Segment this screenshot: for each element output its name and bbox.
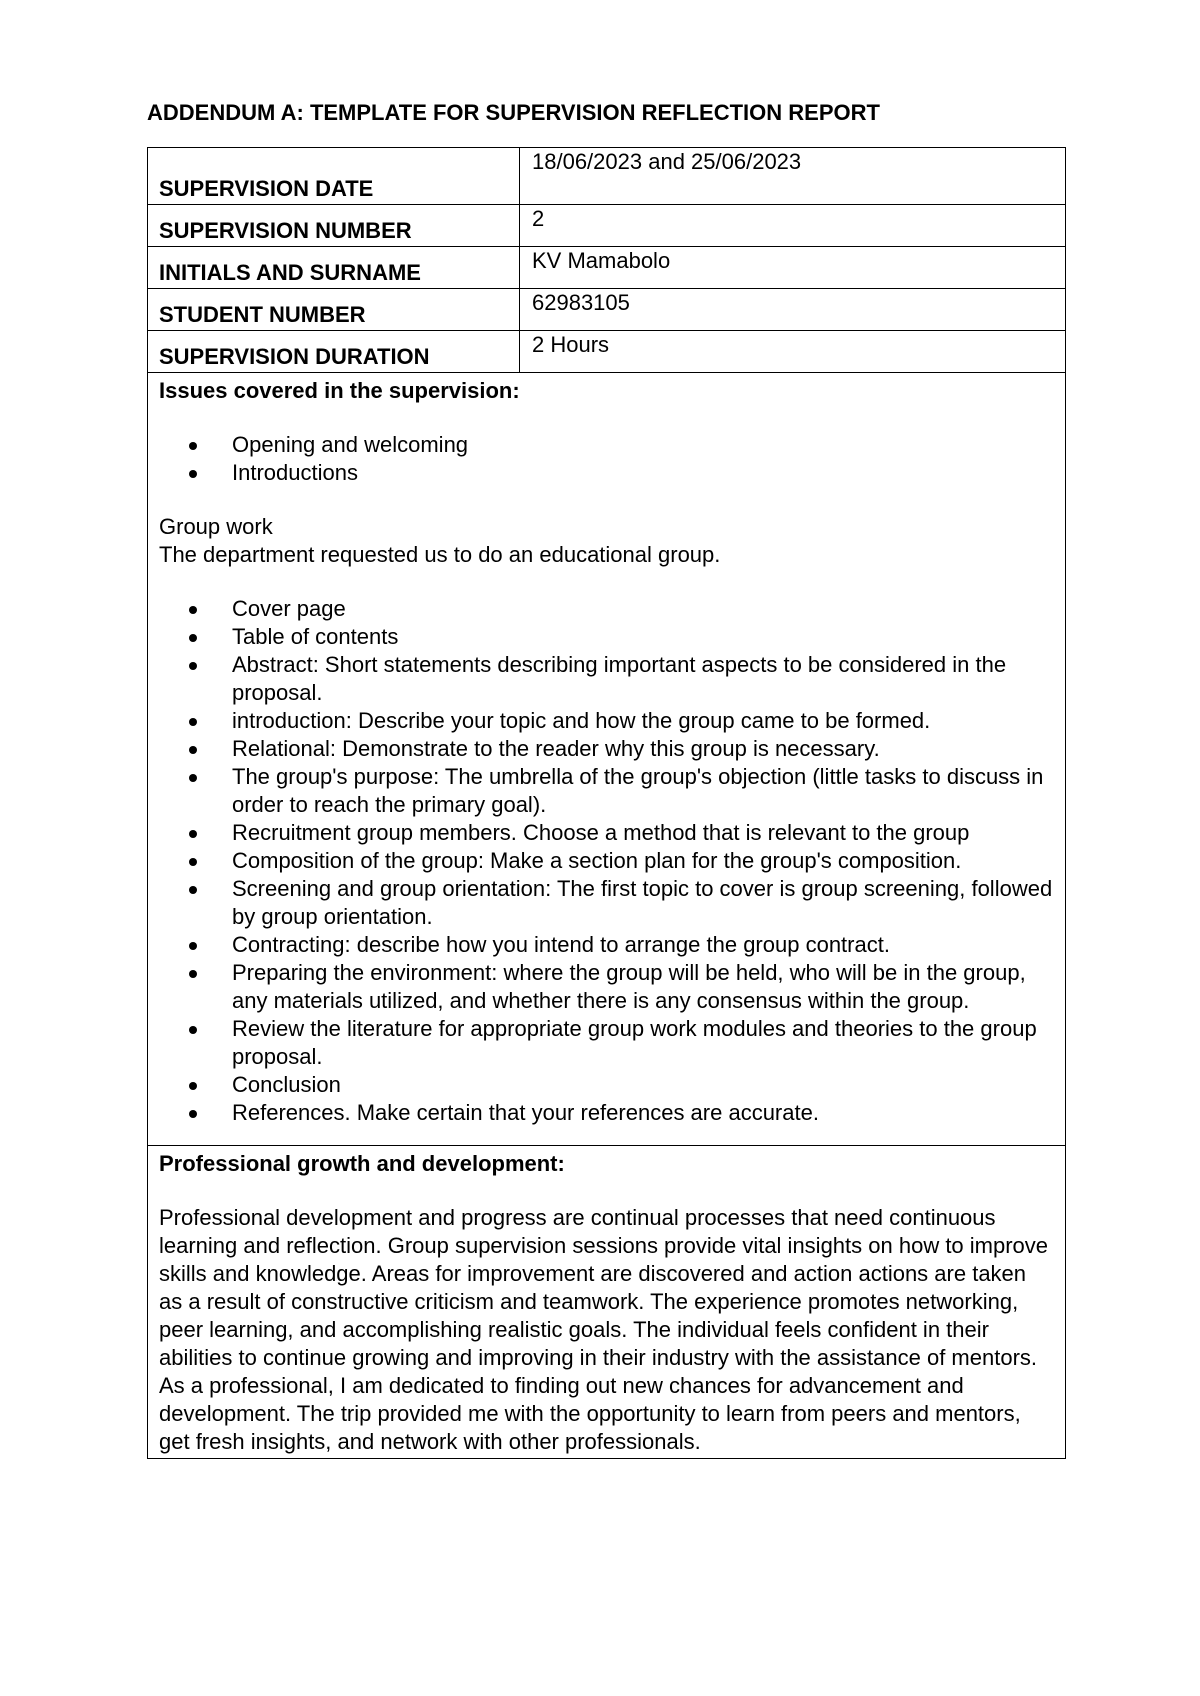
initials-surname-label: INITIALS AND SURNAME: [159, 260, 421, 285]
bullet-icon: [189, 886, 197, 894]
initials-surname-value: KV Mamabolo: [532, 248, 671, 273]
bullet-icon: [189, 774, 197, 782]
detail-label-cell: [148, 205, 520, 247]
supervision-duration-value: 2 Hours: [532, 332, 610, 357]
supervision-number-label: SUPERVISION NUMBER: [159, 218, 412, 243]
detail-value-cell: [520, 205, 1066, 247]
list-item: The group's purpose: The umbrella of the group's objection (little tasks to discuss in order to reach the primary goal).: [232, 763, 1053, 819]
bullet-icon: [189, 718, 197, 726]
bullet-icon: [189, 470, 197, 478]
bullet-icon: [189, 970, 197, 978]
supervision-date-label: SUPERVISION DATE: [159, 176, 374, 201]
growth-paragraph: Professional development and progress are continual processes that need continuous learning and reflection. Group supervision sessions provide vital insights on how to improve skills and knowledge. Areas for improvement are discovered and action actions are taken as a result of constructive criticism and teamwork. The experience promotes networking, peer learning, and accomplishing realistic goals. The individual feels confident in their abilities to continue growing and improving in their industry with the assistance of mentors. As a professional, I am dedicated to finding out new chances for advancement and development. The trip provided me with the opportunity to learn from peers and mentors, get fresh insights, and network with other professionals.: [159, 1205, 1049, 1454]
proposal-bullet-list: [159, 595, 1053, 1127]
supervision-report-table: [147, 147, 1066, 1459]
issues-heading: Issues covered in the supervision:: [159, 378, 520, 403]
growth-section: [148, 1146, 1066, 1459]
list-item: Screening and group orientation: The first topic to cover is group screening, followed by group orientation.: [232, 875, 1053, 931]
student-number-label: STUDENT NUMBER: [159, 302, 366, 327]
detail-label-cell: [148, 331, 520, 373]
list-item: Opening and welcoming: [232, 431, 1053, 459]
detail-value-cell: [520, 247, 1066, 289]
detail-label-cell: [148, 289, 520, 331]
supervision-date-value: 18/06/2023 and 25/06/2023: [532, 149, 802, 174]
list-item: Recruitment group members. Choose a method that is relevant to the group: [232, 819, 1053, 847]
bullet-icon: [189, 1110, 197, 1118]
detail-label-cell: [148, 247, 520, 289]
bullet-icon: [189, 1026, 197, 1034]
bullet-icon: [189, 1082, 197, 1090]
bullet-icon: [189, 442, 197, 450]
growth-section-row: [148, 1146, 1066, 1459]
list-item: Cover page: [232, 595, 1053, 623]
list-item: Composition of the group: Make a section plan for the group's composition.: [232, 847, 1053, 875]
detail-row-supervision-date: [148, 148, 1066, 205]
list-item: Conclusion: [232, 1071, 1053, 1099]
list-item: introduction: Describe your topic and how the group came to be formed.: [232, 707, 1053, 735]
supervision-number-value: 2: [532, 206, 545, 231]
supervision-duration-label: SUPERVISION DURATION: [159, 344, 430, 369]
list-item: Preparing the environment: where the group will be held, who will be in the group, any materials utilized, and whether there is any consensus within the group.: [232, 959, 1053, 1015]
growth-heading: Professional growth and development:: [159, 1151, 565, 1176]
detail-value-cell: [520, 289, 1066, 331]
bullet-icon: [189, 830, 197, 838]
list-item: Contracting: describe how you intend to arrange the group contract.: [232, 931, 1053, 959]
detail-row-supervision-number: [148, 205, 1066, 247]
bullet-icon: [189, 858, 197, 866]
document-title: ADDENDUM A: TEMPLATE FOR SUPERVISION REFLECTION REPORT: [147, 100, 880, 125]
list-item: References. Make certain that your references are accurate.: [232, 1099, 1053, 1127]
bullet-icon: [189, 942, 197, 950]
student-number-value: 62983105: [532, 290, 630, 315]
detail-value-cell: [520, 331, 1066, 373]
bullet-icon: [189, 606, 197, 614]
bullet-icon: [189, 746, 197, 754]
list-item: Review the literature for appropriate group work modules and theories to the group proposal.: [232, 1015, 1053, 1071]
list-item: Abstract: Short statements describing important aspects to be considered in the proposal.: [232, 651, 1053, 707]
list-item: Table of contents: [232, 623, 1053, 651]
list-item: Relational: Demonstrate to the reader why this group is necessary.: [232, 735, 1053, 763]
detail-value-cell: [520, 148, 1066, 205]
detail-label-cell: [148, 148, 520, 205]
bullet-icon: [189, 634, 197, 642]
list-item: Introductions: [232, 459, 1053, 487]
detail-row-supervision-duration: [148, 331, 1066, 373]
group-work-title: Group work: [159, 514, 273, 539]
detail-row-initials-surname: [148, 247, 1066, 289]
detail-row-student-number: [148, 289, 1066, 331]
bullet-icon: [189, 662, 197, 670]
intro-bullet-list: [159, 431, 1053, 487]
group-work-text: The department requested us to do an educational group.: [159, 542, 721, 567]
issues-section: [148, 373, 1066, 1146]
issues-section-row: [148, 373, 1066, 1146]
